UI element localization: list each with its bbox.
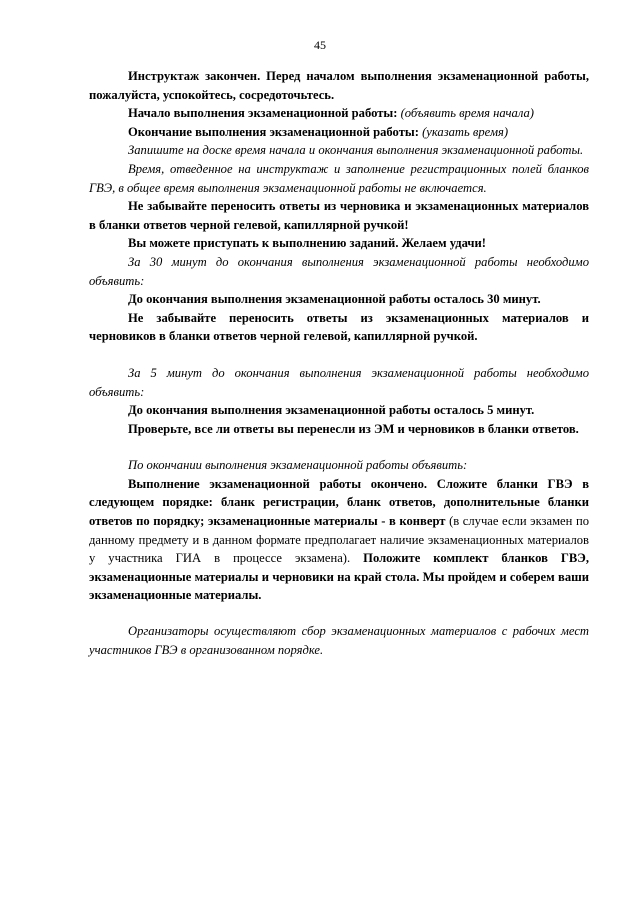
end-time-note: (указать время) (422, 124, 509, 139)
end-announce-text-a: Выполнение экзаменационной работы окончено. Сложите бланки ГВЭ в следующем порядке: бланк регистрации, бланк ответов, дополнительные бланки ответов по порядку; экзаменационные материалы - в конверт (89, 476, 589, 529)
30min-reminder-text: Не забывайте переносить ответы из экзаменационных материалов и черновиков в бланки ответов черной гелевой, капиллярной ручкой. (89, 310, 589, 344)
paragraph-collection-note (89, 622, 589, 659)
paragraph-30min-note (89, 253, 589, 290)
30min-note-text: За 30 минут до окончания выполнения экзаменационной работы необходимо объявить: (89, 254, 589, 288)
paragraph-transfer-reminder (89, 197, 589, 234)
board-note-text: Запишите на доске время начала и окончания выполнения экзаменационной работы. (128, 143, 584, 158)
document-body (89, 67, 589, 659)
paragraph-30min-announce (89, 290, 589, 309)
start-time-note: (объявить время начала) (400, 106, 534, 121)
transfer-reminder-text: Не забывайте переносить ответы из черновика и экзаменационных материалов в бланки ответов черной гелевой, капиллярной ручкой! (89, 199, 589, 232)
end-announce-text-b: Положите комплект бланков ГВЭ, экзаменационные материалы и черновики на край стола. Мы пройдем и соберем ваши экзаменационные материалы. (89, 551, 589, 603)
30min-announce-text: До окончания выполнения экзаменационной работы осталось 30 минут. (128, 292, 541, 307)
paragraph-30min-reminder (89, 309, 589, 346)
paragraph-end-time (89, 123, 589, 142)
paragraph-instruction-finished (89, 67, 589, 104)
paragraph-start-time (89, 104, 589, 123)
paragraph-time-note (89, 160, 589, 197)
collection-note-text: Организаторы осуществляют сбор экзаменационных материалов с рабочих мест участников ГВЭ в организованном порядке. (89, 624, 589, 657)
end-time-label: Окончание выполнения экзаменационной работы: (128, 124, 419, 139)
end-announce-condition: (в случае если экзамен по данному предмету и в данном формате предполагает наличие экзаменационных материалов у участника ГИА в процессе экзамена). (89, 514, 589, 566)
time-note-text: Время, отведенное на инструктаж и заполнение регистрационных полей бланков ГВЭ, в общее время выполнения экзаменационной работы не включается. (89, 161, 589, 195)
page-number: 45 (314, 38, 326, 52)
5min-check-text: Проверьте, все ли ответы вы перенесли из ЭМ и черновиков в бланки ответов. (128, 421, 579, 436)
start-time-label: Начало выполнения экзаменационной работы: (128, 106, 398, 121)
good-luck-text: Вы можете приступать к выполнению заданий. Желаем удачи! (128, 236, 486, 251)
5min-note-text: За 5 минут до окончания выполнения экзаменационной работы необходимо объявить: (89, 365, 589, 399)
paragraph-5min-announce (89, 401, 589, 420)
5min-announce-text: До окончания выполнения экзаменационной работы осталось 5 минут. (128, 403, 535, 418)
instruction-finished-text: Инструктаж закончен. Перед началом выполнения экзаменационной работы, пожалуйста, успокойтесь, сосредоточьтесь. (89, 69, 589, 102)
paragraph-board-note (89, 141, 589, 160)
paragraph-5min-note (89, 364, 589, 401)
paragraph-5min-check (89, 420, 589, 439)
paragraph-end-note (89, 456, 589, 475)
end-note-text: По окончании выполнения экзаменационной работы объявить: (128, 458, 468, 473)
paragraph-good-luck (89, 234, 589, 253)
paragraph-end-announce (89, 475, 589, 605)
